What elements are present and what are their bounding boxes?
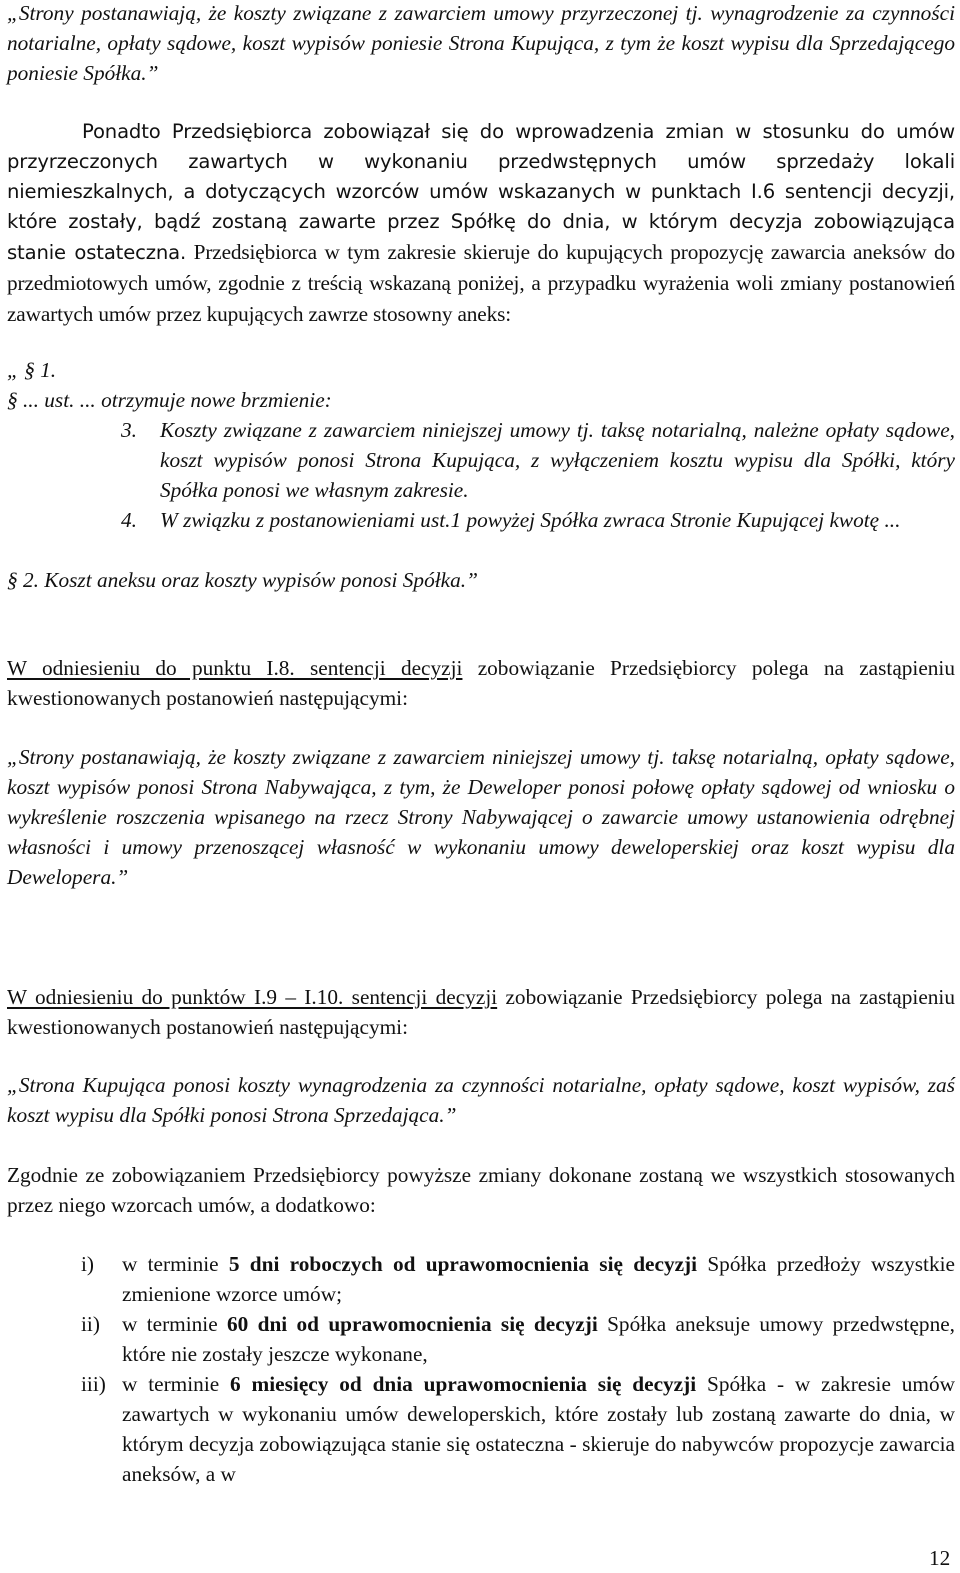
list-item-number: ii) xyxy=(81,1312,100,1336)
paragraph-amendments xyxy=(7,117,955,330)
list-item-text: w terminie xyxy=(122,1252,229,1276)
list-item-text: w terminie xyxy=(122,1372,231,1396)
paragraph-point-i8 xyxy=(7,653,955,713)
list-item xyxy=(81,1369,955,1489)
list-item xyxy=(81,1249,955,1309)
list-item-deadline: 6 miesięcy od dnia uprawomocnienia się decyzji xyxy=(230,1372,697,1396)
list-item xyxy=(81,1309,955,1369)
paragraph-commitment: Zgodnie ze zobowiązaniem Przedsiębiorcy powyższe zmiany dokonane zostaną we wszystkich stosowanych przez niego wzorcach umów, a dodatkowo: xyxy=(7,1163,955,1217)
reference-point-i8: W odniesieniu do punktu I.8. sentencji decyzji xyxy=(7,656,463,680)
paragraph-point-i8-text: zobowiązanie Przedsiębiorcy polega na zastąpieniu kwestionowanych postanowień następującymi: xyxy=(7,656,955,710)
list-item-text: Spółka przedłoży wszystkie zmienione wzorce umów; xyxy=(122,1252,955,1306)
annex-item-3 xyxy=(121,415,955,505)
list-item-text: Spółka - w zakresie umów zawartych w wykonaniu umów deweloperskich, które zostały lub zostaną zawarte do dnia, w którym decyzja zobowiązująca stanie się ostateczna - skieruje do nabywców propozycje zawarcia aneksów, a w xyxy=(122,1372,955,1486)
list-item-number: i) xyxy=(81,1252,95,1276)
annex-item-4-number: 4. xyxy=(121,508,137,532)
quoted-clause-3: „Strona Kupująca ponosi koszty wynagrodzenia za czynności notarialne, opłaty sądowe, koszt wypisów, zaś koszt wypisu dla Spółki ponosi Strona Sprzedająca.” xyxy=(7,1073,955,1127)
quoted-clause-1: „Strony postanawiają, że koszty związane z zawarciem umowy przyrzeczonej tj. wynagrodzenie za czynności notarialne, opłaty sądowe, koszt wypisów poniesie Strona Kupująca, z tym że koszt wypisu dla Sprzedającego poniesie Spółka.” xyxy=(7,1,955,85)
annex-paragraph-2: § 2. Koszt aneksu oraz koszty wypisów ponosi Spółka.” xyxy=(7,568,478,592)
annex-paragraph-ust: § ... ust. ... otrzymuje nowe brzmienie: xyxy=(7,388,332,412)
list-item-number: iii) xyxy=(81,1372,106,1396)
list-item-deadline: 5 dni roboczych od uprawomocnienia się decyzji xyxy=(228,1252,698,1276)
annex-paragraph-1: „ § 1. xyxy=(7,358,57,382)
annex-item-3-text: Koszty związane z zawarciem niniejszej umowy tj. taksę notarialną, należne opłaty sądowe, koszt wypisów ponosi Strona Kupująca, z wyłączeniem kosztu wypisu dla Spółki, który Spółka ponosi we własnym zakresie. xyxy=(160,418,955,502)
page-number: 12 xyxy=(929,1546,951,1570)
list-item-text: w terminie xyxy=(122,1312,227,1336)
quoted-clause-2: „Strony postanawiają, że koszty związane z zawarciem niniejszej umowy tj. taksę notarialną, opłaty sądowe, koszt wypisów ponosi Strona Nabywająca, z tym, że Deweloper ponosi połowę opłaty sądowej od wniosku o wykreślenie roszczenia wpisanego na rzecz Strony Nabywającej o zawarcie umowy ustanowienia odrębnej własności i umowy przenoszącej własność w wykonaniu umowy deweloperskiej oraz koszt wypisu dla Dewelopera.” xyxy=(7,745,955,889)
paragraph-points-i9-i10-text: zobowiązanie Przedsiębiorcy polega na zastąpieniu kwestionowanych postanowień następującymi: xyxy=(7,985,955,1039)
annex-item-4 xyxy=(121,505,955,535)
paragraph-amendments-sans: Ponadto Przedsiębiorca zobowiązał się do wprowadzenia zmian w stosunku do umów przyrzeczonych zawartych w wykonaniu przedwstępnych umów sprzedaży lokali niemieszkalnych, a dotyczących wzorców umów wskazanych w punktach I.6 sentencji decyzji, które zostały, bądź zostaną zawarte przez Spółkę do dnia, w którym decyzja zobowiązująca stanie ostateczna. xyxy=(7,120,955,264)
reference-points-i9-i10: W odniesieniu do punktów I.9 – I.10. sentencji decyzji xyxy=(7,985,498,1009)
annex-item-3-number: 3. xyxy=(121,418,137,442)
annex-item-4-text: W związku z postanowieniami ust.1 powyżej Spółka zwraca Stronie Kupującej kwotę ... xyxy=(160,508,901,532)
list-item-text: Spółka aneksuje umowy przedwstępne, które nie zostały jeszcze wykonane, xyxy=(122,1312,955,1366)
paragraph-points-i9-i10 xyxy=(7,982,955,1042)
list-item-deadline: 60 dni od uprawomocnienia się decyzji xyxy=(226,1312,598,1336)
paragraph-amendments-serif: Przedsiębiorca w tym zakresie skieruje do kupujących propozycję zawarcia aneksów do przedmiotowych umów, zgodnie z treścią wskazaną poniżej, a przypadku wyrażenia woli zmiany postanowień zawartych umów przez kupujących zawrze stosowny aneks: xyxy=(7,240,955,326)
